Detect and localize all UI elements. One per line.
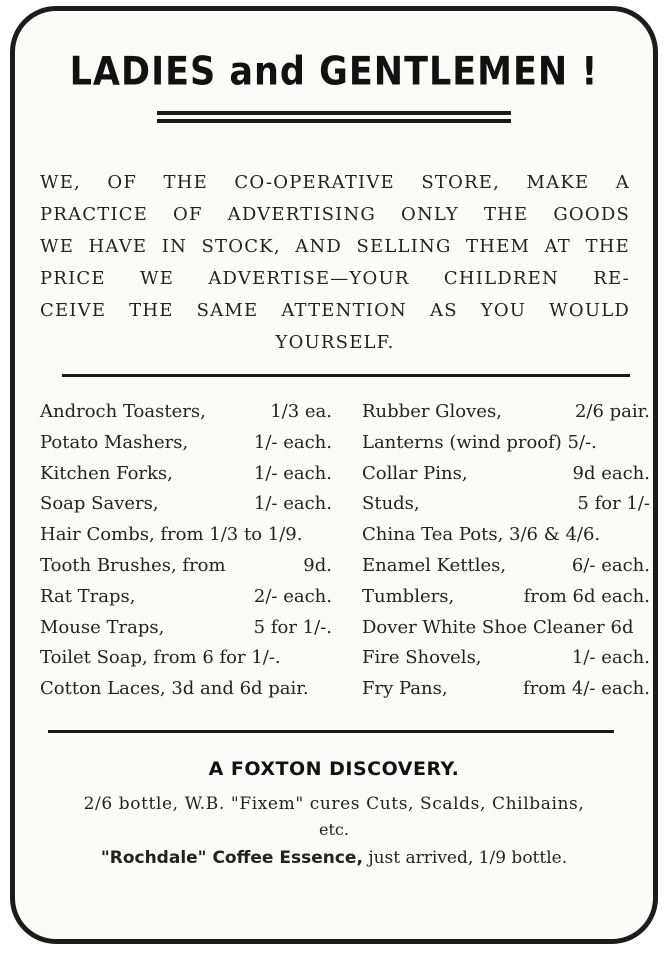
item-name: Androch Toasters, <box>40 401 206 422</box>
intro-word: OF <box>173 204 203 225</box>
list-item <box>362 524 650 555</box>
intro-word: THE <box>585 236 630 257</box>
item-price: 1/- each. <box>253 493 332 515</box>
intro-line <box>40 263 630 295</box>
coffee-essence-line <box>0 848 668 868</box>
item-name: Mouse Traps, <box>40 616 165 638</box>
discovery-title: A FOXTON DISCOVERY. <box>208 758 460 780</box>
price-list-right <box>362 401 650 709</box>
intro-word: HAVE <box>88 236 148 257</box>
intro-word: SELLING <box>356 236 452 257</box>
intro-word: CEIVE <box>40 300 107 321</box>
intro-word: AND <box>295 236 343 257</box>
intro-word: CO-OPERATIVE <box>234 172 395 193</box>
intro-line <box>40 231 630 263</box>
list-item <box>40 524 332 555</box>
item-price: from 4/- each. <box>523 678 650 700</box>
list-item <box>362 493 650 524</box>
intro-word: PRACTICE <box>40 204 149 225</box>
item-price: 1/3 ea. <box>270 401 332 422</box>
item-name: Enamel Kettles, <box>362 554 507 576</box>
item-name: Tooth Brushes, from <box>40 554 226 576</box>
item-price: 9d. <box>303 554 332 576</box>
coffee-brand: "Rochdale" Coffee Essence, <box>100 848 363 868</box>
list-item <box>40 555 332 586</box>
list-item <box>362 678 650 709</box>
intro-word: WOULD <box>549 300 630 321</box>
item-name: Lanterns (wind proof) 5/-. <box>362 431 597 453</box>
price-list-left <box>40 401 332 709</box>
intro-paragraph <box>40 167 630 359</box>
intro-word: WE, <box>40 172 81 193</box>
item-price: 5 for 1/- <box>577 493 650 515</box>
list-item <box>40 647 332 678</box>
list-item <box>362 401 650 432</box>
intro-word: RE- <box>593 268 630 289</box>
item-price: 9d each. <box>572 462 650 484</box>
item-price: 1/- each. <box>571 647 650 669</box>
item-price: 2/- each. <box>253 585 332 607</box>
list-item <box>362 463 650 494</box>
discovery-text-continued: etc. <box>319 820 349 839</box>
intro-last-line: YOURSELF. <box>275 332 395 353</box>
intro-word: ADVERTISE—YOUR <box>208 268 410 289</box>
coffee-details: just arrived, 1/9 bottle. <box>368 848 568 868</box>
item-name: Collar Pins, <box>362 462 468 484</box>
item-name: Kitchen Forks, <box>40 462 173 484</box>
intro-word: ADVERTISING <box>227 204 377 225</box>
item-price: 6/- each. <box>571 554 650 576</box>
intro-word: A <box>615 172 630 193</box>
item-name: Tumblers, <box>362 585 455 607</box>
divider-rule <box>48 730 614 733</box>
intro-word: YOU <box>480 300 527 321</box>
list-item <box>40 678 332 709</box>
intro-word: AS <box>430 300 458 321</box>
intro-word: STORE, <box>421 172 501 193</box>
item-price: 1/- each. <box>253 462 332 484</box>
intro-word: ATTENTION <box>281 300 408 321</box>
intro-line <box>40 167 630 199</box>
list-item <box>40 493 332 524</box>
item-price: from 6d each. <box>523 585 650 607</box>
intro-word: OF <box>107 172 138 193</box>
intro-word: AT <box>544 236 572 257</box>
item-price: 2/6 pair. <box>574 401 650 422</box>
list-item <box>362 432 650 463</box>
headline-double-rule <box>157 111 511 127</box>
item-name: Rubber Gloves, <box>362 401 502 422</box>
intro-word: WE <box>140 268 175 289</box>
intro-word: THEM <box>466 236 531 257</box>
list-item <box>362 555 650 586</box>
item-name: Fry Pans, <box>362 678 448 700</box>
intro-word: THE <box>483 204 529 225</box>
intro-word: THE <box>163 172 208 193</box>
item-name: Rat Traps, <box>40 585 136 607</box>
item-name: Fire Shovels, <box>362 647 482 669</box>
item-name: Cotton Laces, 3d and 6d pair. <box>40 678 309 700</box>
intro-word: PRICE <box>40 268 106 289</box>
list-item <box>362 617 650 648</box>
list-item <box>40 586 332 617</box>
list-item <box>40 432 332 463</box>
intro-word: MAKE <box>526 172 590 193</box>
item-price: 1/- each. <box>253 431 332 453</box>
divider-rule <box>62 374 630 377</box>
item-name: China Tea Pots, 3/6 & 4/6. <box>362 524 601 546</box>
intro-word: GOODS <box>553 204 630 225</box>
item-name: Hair Combs, from 1/3 to 1/9. <box>40 524 303 546</box>
intro-word: THE <box>129 300 174 321</box>
item-name: Dover White Shoe Cleaner 6d <box>362 616 634 638</box>
list-item <box>40 463 332 494</box>
item-price: 5 for 1/-. <box>253 616 332 638</box>
item-name: Potato Mashers, <box>40 431 189 453</box>
intro-word: CHILDREN <box>443 268 559 289</box>
intro-word: SAME <box>196 300 259 321</box>
item-name: Studs, <box>362 493 420 515</box>
item-name: Soap Savers, <box>40 493 159 515</box>
intro-word: ONLY <box>400 204 459 225</box>
list-item <box>40 617 332 648</box>
item-name: Toilet Soap, from 6 for 1/-. <box>40 647 281 669</box>
intro-line <box>40 295 630 327</box>
intro-word: IN <box>161 236 188 257</box>
list-item <box>362 586 650 617</box>
intro-word: WE <box>40 236 75 257</box>
list-item <box>40 401 332 432</box>
intro-word: STOCK, <box>201 236 281 257</box>
headline: LADIES and GENTLEMEN ! <box>69 49 599 95</box>
intro-line <box>40 199 630 231</box>
list-item <box>362 647 650 678</box>
discovery-text: 2/6 bottle, W.B. "Fixem" cures Cuts, Scalds, Chilbains, <box>83 794 585 814</box>
